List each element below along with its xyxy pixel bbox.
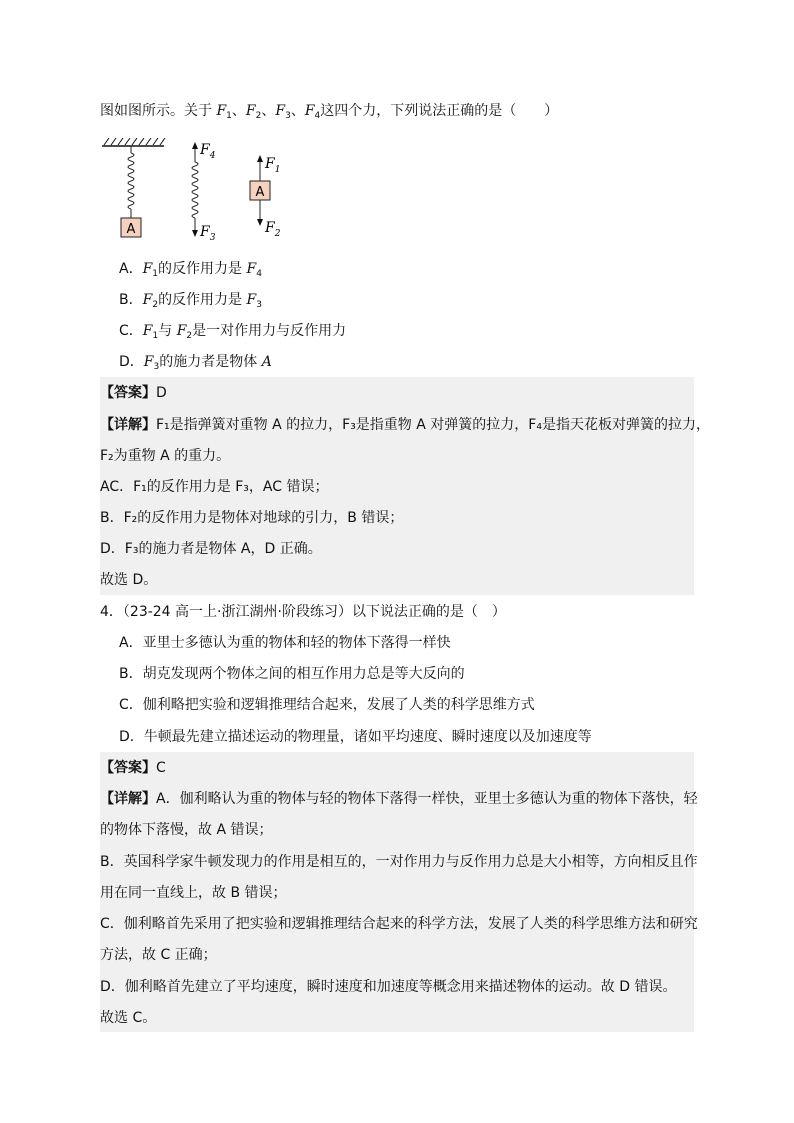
q3-detail-line-1: 【详解】F₁是指弹簧对重物 A 的拉力，F₃是指重物 A 对弹簧的拉力，F₄是指天花板对弹簧的拉力， (100, 417, 710, 433)
q4-detail-line-7: D．伽利略首先建立了平均速度，瞬时速度和加速度等概念用来描述物体的运动。故 D 错误。 (100, 979, 677, 995)
q3-detail-line-5: D．F₃的施力者是物体 A，D 正确。 (100, 541, 322, 557)
q4-option-b: B．胡克发现两个物体之间的相互作用力总是等大反向的 (119, 666, 465, 682)
arrow-up-icon (257, 155, 263, 162)
block-a-label: A (126, 222, 136, 237)
arrow-up-icon (192, 142, 198, 149)
q3-stem: 图如图所示。关于 $F_1$、$F_2$、$F_3$、$F_4$这四个力，下列说法正确的是（ ） (100, 103, 559, 121)
q3-conclusion: 故选 D。 (100, 572, 158, 588)
q4-option-d: D．牛顿最先建立描述运动的物理量，诸如平均速度、瞬时速度以及加速度等 (119, 729, 592, 745)
q3-option-c: C．$F_1$与 $F_2$是一对作用力与反作用力 (119, 323, 347, 341)
q3-answer: 【答案】D (100, 385, 167, 401)
spring-hanging (128, 146, 134, 218)
block-a-label: A (255, 185, 265, 200)
label-f2: $F_2$ (265, 220, 281, 239)
q4-option-c: C．伽利略把实验和逻辑推理结合起来，发展了人类的科学思维方式 (119, 697, 535, 713)
q3-option-b: B．$F_2$的反作用力是 $F_3$ (119, 292, 262, 310)
q4-detail-line-1: 【详解】A．伽利略认为重的物体与轻的物体下落得一样快，亚里士多德认为重的物体下落快，轻 (100, 791, 698, 807)
q4-option-a: A．亚里士多德认为重的物体和轻的物体下落得一样快 (119, 635, 451, 651)
arrow-down-icon (257, 219, 263, 226)
q3-option-d: D．$F_3$的施力者是物体 A (119, 354, 272, 372)
q4-stem: 4．（23-24 高一上·浙江湖州·阶段练习）以下说法正确的是（ ） (100, 604, 506, 620)
label-f3: $F_3$ (200, 224, 216, 243)
q4-conclusion: 故选 C。 (100, 1010, 157, 1026)
q4-detail-line-2: 的物体下落慢，故 A 错误； (100, 822, 273, 838)
spring-force-figure (100, 138, 300, 244)
q4-detail-line-4: 用在同一直线上，故 B 错误； (100, 885, 287, 901)
q4-detail-line-3: B．英国科学家牛顿发现力的作用是相互的，一对作用力与反作用力总是大小相等，方向相反且作 (100, 854, 698, 870)
label-f1: $F_1$ (265, 156, 281, 175)
label-f4: $F_4$ (200, 142, 216, 161)
q4-detail-line-5: C．伽利略首先采用了把实验和逻辑推理结合起来的科学方法，发展了人类的科学思维方法和研究 (100, 916, 698, 932)
q4-answer: 【答案】C (100, 760, 166, 776)
q3-detail-line-4: B．F₂的反作用力是物体对地球的引力，B 错误； (100, 510, 404, 526)
spring-free-body (192, 146, 198, 232)
ceiling-hatch (102, 138, 165, 146)
arrow-down-icon (192, 230, 198, 237)
q3-option-a: A．$F_1$的反作用力是 $F_4$ (119, 261, 262, 279)
q4-detail-line-6: 方法，故 C 正确； (100, 947, 217, 963)
q3-detail-line-2: F₂为重物 A 的重力。 (100, 448, 231, 464)
q3-detail-line-3: AC．F₁的反作用力是 F₃，AC 错误； (100, 479, 329, 495)
